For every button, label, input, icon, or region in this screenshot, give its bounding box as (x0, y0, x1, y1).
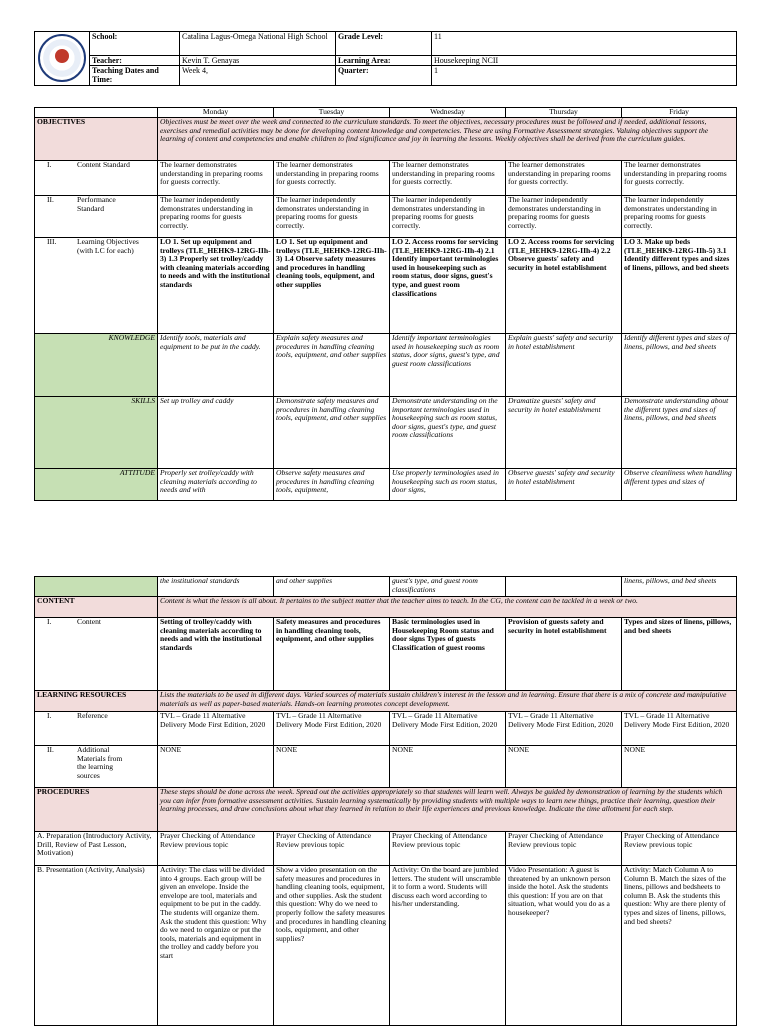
row-label: Learning Objectives (with LC for each) (77, 237, 139, 255)
cs-mon: The learner demonstrates understanding in preparing rooms for guests correctly. (158, 161, 274, 196)
day-thursday: Thursday (506, 108, 622, 118)
ct-wed: Basic terminologies used in Housekeeping Room status and door signs Types of guests Classification of guest rooms (390, 618, 506, 691)
quarter-value: 1 (432, 66, 737, 86)
ct-tue: Safety measures and procedures in handling cleaning tools, equipment, and other supplies (274, 618, 390, 691)
ps-thu: The learner independently demonstrates understanding in preparing rooms for guests correctly. (506, 196, 622, 238)
ps-fri: The learner independently demonstrates understanding in preparing rooms for guests correctly. (622, 196, 737, 238)
area-value: Housekeeping NCII (432, 56, 737, 66)
row-label: Reference (77, 711, 108, 720)
row-label: Content (77, 617, 102, 626)
ref-fri: TVL – Grade 11 Alternative Delivery Mode First Edition, 2020 (622, 712, 737, 746)
school-value: Catalina Lagus-Omega National High School (180, 32, 336, 56)
plan-table-2 (34, 576, 737, 1026)
ps-wed: The learner independently demonstrates understanding in preparing rooms for guests correctly. (390, 196, 506, 238)
day-friday: Friday (622, 108, 737, 118)
pa-fri: Prayer Checking of Attendance Review previous topic (622, 832, 737, 866)
kn-tue: Explain safety measures and procedures in handling cleaning tools, equipment, and other supplies (274, 334, 390, 397)
lo-wed: LO 2. Access rooms for servicing (TLE_HEHK9-12RG-IIh-4) 2.1 Identify important terminologies used in housekeeping such as room status, door signs, guest's type, and guest room classifications (390, 238, 506, 334)
area-label: Learning Area: (336, 56, 432, 66)
page-1 (0, 0, 768, 503)
cs-fri: The learner demonstrates understanding in preparing rooms for guests correctly. (622, 161, 737, 196)
day-wednesday: Wednesday (390, 108, 506, 118)
day-tuesday: Tuesday (274, 108, 390, 118)
preparation-label: A. Preparation (Introductory Activity, Drill, Review of Past Lesson, Motivation) (35, 832, 158, 866)
skills-label: SKILLS (35, 397, 158, 469)
sk-thu: Dramatize guests' safety and security in hotel establishment (506, 397, 622, 469)
reference-label (35, 712, 158, 746)
day-monday: Monday (158, 108, 274, 118)
ct-mon: Setting of trolley/caddy with cleaning materials according to needs and with the institutional standards (158, 618, 274, 691)
row-num: I. (47, 160, 52, 169)
at-fri: Observe cleanliness when handling different types and sizes of (622, 469, 737, 501)
learning-objectives-label (35, 238, 158, 334)
atc-thu (506, 577, 622, 597)
add-tue: NONE (274, 746, 390, 788)
sk-wed: Demonstrate understanding on the important terminologies used in housekeeping such as room status, door signs, guest's type, and guest room classifications (390, 397, 506, 469)
ref-tue: TVL – Grade 11 Alternative Delivery Mode First Edition, 2020 (274, 712, 390, 746)
atc-fri: linens, pillows, and bed sheets (622, 577, 737, 597)
at-tue: Observe safety measures and procedures in handling cleaning tools, equipment, (274, 469, 390, 501)
ref-thu: TVL – Grade 11 Alternative Delivery Mode First Edition, 2020 (506, 712, 622, 746)
row-num: II. (47, 745, 54, 754)
pb-thu: Video Presentation: A guest is threatened by an unknown person inside the hotel. Ask the students this question: If you are on that situation, what would you do as a housekeeper? (506, 866, 622, 1026)
atc-tue: and other supplies (274, 577, 390, 597)
lo-thu: LO 2. Access rooms for servicing (TLE_HEHK9-12RG-IIh-4) 2.2 Observe guests' safety and security in hotel establishment (506, 238, 622, 334)
kn-fri: Identify different types and sizes of linens, pillows, and bed sheets (622, 334, 737, 397)
teacher-value: Kevin T. Genayas (180, 56, 336, 66)
add-thu: NONE (506, 746, 622, 788)
knowledge-label: KNOWLEDGE (35, 334, 158, 397)
pa-wed: Prayer Checking of Attendance Review previous topic (390, 832, 506, 866)
row-label: Performance Standard (77, 195, 116, 213)
lo-tue: LO 1. Set up equipment and trolleys (TLE_HEHK9-12RG-IIh-3) 1.4 Observe safety measures and procedures in handling cleaning tools, equipment, and other supplies (274, 238, 390, 334)
procedures-label: PROCEDURES (35, 788, 158, 832)
pb-wed: Activity: On the board are jumbled letters. The student will unscramble it to form a word. Students will discuss each word according to his/her understanding. (390, 866, 506, 1026)
teacher-label: Teacher: (90, 56, 180, 66)
presentation-label: B. Presentation (Activity, Analysis) (35, 866, 158, 1026)
atc-wed: guest's type, and guest room classifications (390, 577, 506, 597)
ref-wed: TVL – Grade 11 Alternative Delivery Mode First Edition, 2020 (390, 712, 506, 746)
corner-cell (35, 108, 158, 118)
pb-mon: Activity: The class will be divided into 4 groups. Each group will be given an envelope. Inside the envelope are tool, materials and equipment to be put in the caddy. The students will organize them. Ask the student this question: Why do we need to organize or put the tools, materials and equipment in the trolley and caddy before you start (158, 866, 274, 1026)
ct-thu: Provision of guests safety and security in hotel establishment (506, 618, 622, 691)
row-num: I. (47, 617, 52, 626)
performance-standard-label (35, 196, 158, 238)
procedures-text: These steps should be done across the week. Spread out the activities appropriately so that students will learn well. Always be guided by demonstration of learning by the students which you can infer from formative assessment activities. Sustain learning systematically by providing students with multiple ways to learn new things, practice their learning, question their learning processes, and draw conclusions about what they learned in relation to their life experiences and previous knowledge. Indicate the time allotment for each step. (158, 788, 737, 832)
kn-mon: Identify tools, materials and equipment to be put in the caddy. (158, 334, 274, 397)
grade-label: Grade Level: (336, 32, 432, 56)
lo-fri: LO 3. Make up beds (TLE_HEHK9-12RG-IIh-5) 3.1 Identify different types and sizes of linens, pillows, and bed sheets (622, 238, 737, 334)
pb-fri: Activity: Match Column A to Column B. Match the sizes of the linens, pillows and bedsheets to column B. Ask the students this question: Why are there plenty of types and sizes of linens, pillows, and bed sheets? (622, 866, 737, 1026)
plan-table-1 (34, 107, 737, 501)
deped-seal (35, 32, 90, 86)
row-label: Additional Materials from the learning sources (77, 745, 123, 780)
ref-mon: TVL – Grade 11 Alternative Delivery Mode First Edition, 2020 (158, 712, 274, 746)
attitude-label: ATTITUDE (35, 469, 158, 501)
row-num: II. (47, 195, 54, 204)
seal-icon (38, 34, 86, 82)
row-num: III. (47, 237, 57, 246)
pa-tue: Prayer Checking of Attendance Review previous topic (274, 832, 390, 866)
sk-tue: Demonstrate safety measures and procedures in handling cleaning tools, equipment, and other supplies (274, 397, 390, 469)
ps-mon: The learner independently demonstrates understanding in preparing rooms for guests correctly. (158, 196, 274, 238)
row-label: Content Standard (77, 160, 130, 169)
at-wed: Use properly terminologies used in housekeeping such as room status, door signs, (390, 469, 506, 501)
content-row-label (35, 618, 158, 691)
dates-label: Teaching Dates and Time: (90, 66, 180, 86)
pb-tue: Show a video presentation on the safety measures and procedures in handling cleaning tools, equipment, and other supplies. Ask the student this question: Why do we need to properly follow the safety measures and procedures in handling cleaning tools, equipment, and other supplies? (274, 866, 390, 1026)
sk-mon: Set up trolley and caddy (158, 397, 274, 469)
header-table (34, 31, 737, 86)
row-num: I. (47, 711, 52, 720)
cs-wed: The learner demonstrates understanding in preparing rooms for guests correctly. (390, 161, 506, 196)
additional-label (35, 746, 158, 788)
objectives-label: OBJECTIVES (35, 118, 158, 161)
lo-mon: LO 1. Set up equipment and trolleys (TLE_HEHK9-12RG-IIh-3) 1.3 Properly set trolley/caddy with cleaning materials according to needs and with the institutional standards (158, 238, 274, 334)
quarter-label: Quarter: (336, 66, 432, 86)
school-label: School: (90, 32, 180, 56)
ct-fri: Types and sizes of linens, pillows, and bed sheets (622, 618, 737, 691)
page-2 (0, 566, 768, 1024)
kn-thu: Explain guests' safety and security in hotel establishment (506, 334, 622, 397)
cs-tue: The learner demonstrates understanding in preparing rooms for guests correctly. (274, 161, 390, 196)
sk-fri: Demonstrate understanding about the different types and sizes of linens, pillows, and bed sheets (622, 397, 737, 469)
grade-value: 11 (432, 32, 737, 56)
at-mon: Properly set trolley/caddy with cleaning materials according to needs and with (158, 469, 274, 501)
cs-thu: The learner demonstrates understanding in preparing rooms for guests correctly. (506, 161, 622, 196)
atc-mon: the institutional standards (158, 577, 274, 597)
at-thu: Observe guests' safety and security in hotel establishment (506, 469, 622, 501)
objectives-text: Objectives must be meet over the week and connected to the curriculum standards. To meet the objectives, necessary procedures must be followed and if needed, additional lessons, exercises and remedial activities may be done for developing content knowledge and competencies. These are using Formative Assessment strategies. Valuing objectives support the learning of content and competencies and enable children to find significance and joy in learning the lessons. Weekly objectives shall be derived from the curriculum guides. (158, 118, 737, 161)
content-text: Content is what the lesson is all about. It pertains to the subject matter that the teacher aims to teach. In the CG, the content can be tackled in a week or two. (158, 597, 737, 618)
kn-wed: Identify important terminologies used in housekeeping such as room status, door signs, guest's type, and guest room classifications (390, 334, 506, 397)
content-standard-label (35, 161, 158, 196)
dates-value: Week 4, (180, 66, 336, 86)
add-mon: NONE (158, 746, 274, 788)
ps-tue: The learner independently demonstrates understanding in preparing rooms for guests correctly. (274, 196, 390, 238)
content-label: CONTENT (35, 597, 158, 618)
attitude-cont-label (35, 577, 158, 597)
resources-text: Lists the materials to be used in different days. Varied sources of materials sustain children's interest in the lesson and in learning. Ensure that there is a mix of concrete and manipulative materials as well as paper-based materials. Hands-on learning promotes concept development. (158, 691, 737, 712)
add-fri: NONE (622, 746, 737, 788)
pa-mon: Prayer Checking of Attendance Review previous topic (158, 832, 274, 866)
resources-label: LEARNING RESOURCES (35, 691, 158, 712)
pa-thu: Prayer Checking of Attendance Review previous topic (506, 832, 622, 866)
add-wed: NONE (390, 746, 506, 788)
